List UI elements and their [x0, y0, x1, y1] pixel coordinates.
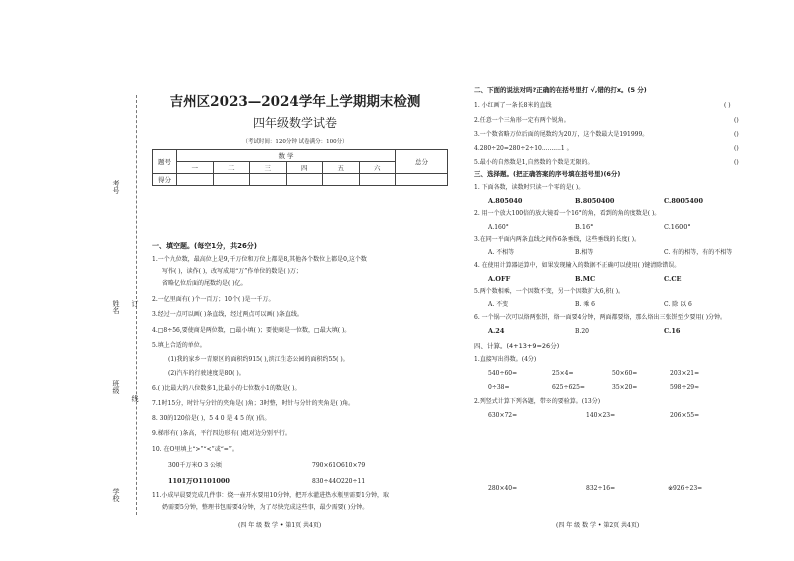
calc-1-item: 203×21= [670, 370, 700, 377]
section-1-heading: 一、填空题。(每空1分，共26分) [152, 242, 258, 250]
choice-4-b[interactable]: B.MC [575, 275, 596, 283]
calc-2-item: 832÷16= [586, 485, 616, 492]
calc-1-item: 540÷60= [488, 370, 518, 377]
page-footer-right: (四 年 级 数 学 • 第2页 共4页) [556, 522, 640, 529]
calc-2-item: ※926÷23= [668, 485, 703, 492]
q5-part1: (1)我的家乡一青原区的面积约915( ),滨江生态公园的面积约55( )。 [168, 356, 349, 363]
label-ding: 订 [131, 300, 139, 307]
score-table-zongfen: 总分 [396, 150, 448, 174]
score-table-tihao: 题号 [153, 150, 177, 174]
judge-1-mark[interactable]: ( ) [724, 102, 731, 109]
label-xian: 线 [131, 395, 139, 402]
label-xuexiao: 学校 [112, 488, 120, 502]
q11-line2: 奶需要5分钟，整理书包需要4分钟，为了尽快完成这些事，最少需要( )分钟。 [162, 504, 369, 511]
calc-1-item: 598÷29≈ [670, 384, 700, 391]
choice-4-a[interactable]: A.OFF [488, 275, 511, 283]
score-col: 二 [213, 162, 250, 174]
score-cell-total[interactable] [396, 174, 448, 186]
choice-2: 2. 用一个放大100倍的放大镜看一个16°的角，看到的角的度数是( )。 [474, 210, 661, 217]
q9: 9.梯形有( )条高，平行四边形有( )组对边分别平行。 [152, 430, 291, 437]
exam-meta: （考试时间：120分钟 试卷满分：100分） [242, 139, 348, 145]
judge-3: 3.一个数省略万位后面的尾数约为20万，这个数最大是191999。 [474, 131, 649, 138]
judge-1: 1. 小红画了一条长8米的直线 [474, 102, 552, 109]
calc-2-heading: 2.列竖式计算下列各题，带※的要验算。(13分) [474, 398, 601, 405]
score-cell[interactable] [213, 174, 250, 186]
judge-2-mark[interactable]: () [734, 117, 739, 124]
choice-5: 5.两个数相乘，一个因数不变，另一个因数扩大6,积( )。 [474, 288, 625, 295]
score-col: 三 [250, 162, 287, 174]
q4: 4.□8÷56,要使商是两位数，□最小填( )；要使商是一位数，□最大填( )。 [152, 327, 351, 334]
judge-4: 4.280÷20=280÷2÷10..........1 。 [474, 145, 573, 152]
score-col: 四 [286, 162, 323, 174]
judge-2: 2.任意一个三角形一定有两个锐角。 [474, 117, 570, 124]
score-table [152, 149, 448, 186]
choice-2-c[interactable]: C.1600° [664, 223, 691, 231]
calc-2-item: 140×23= [586, 412, 616, 419]
q2: 2.一亿里面有( )个一百万；10个( )是一千万。 [152, 296, 275, 303]
judge-3-mark[interactable]: () [734, 131, 739, 138]
exam-subtitle: 四年级数学试卷 [252, 116, 337, 130]
calc-1-item: 50×60= [612, 370, 638, 377]
choice-6-a[interactable]: A.24 [488, 327, 505, 335]
q11-line1: 11.小成早晨要完成几件事：烧一壶开水要用10分钟，把开水灌进热水瓶里需要1分钟，取 [152, 492, 389, 499]
choice-3: 3.在同一平面内两条直线之间作6条垂线，这些垂线的长度( )。 [474, 236, 641, 243]
q8: 8. 30的120倍是( )，5 4 0 是 4 5 的( )倍。 [152, 415, 271, 422]
section-4-heading: 四、计算。(4+13+9=26分) [474, 342, 560, 350]
choice-1-b[interactable]: B.8050400 [575, 197, 615, 205]
q10-c: 1101万O1101000 [168, 477, 230, 485]
calc-1-item: 625÷625= [552, 384, 585, 391]
choice-2-b[interactable]: B.16° [575, 223, 594, 231]
section-2-heading: 二、下面的说法对吗?正确的在括号里打 √,错的打x。(5 分) [474, 86, 647, 94]
choice-3-b[interactable]: B.相等 [575, 249, 594, 256]
section-3-heading: 三、选择题。(把正确答案的序号填在括号里)(6分) [474, 170, 621, 178]
calc-1-item: 35×20= [612, 384, 638, 391]
q5-part2: (2)汽车的行驶速度是80( )。 [168, 370, 245, 377]
choice-6-c[interactable]: C.16 [664, 327, 681, 335]
exam-title: 吉州区2023—2024学年上学期期末检测 [169, 94, 421, 110]
q10-d: 830÷44O220÷11 [312, 478, 366, 485]
choice-3-a[interactable]: A. 不相等 [488, 249, 515, 256]
score-table-defen: 得分 [153, 174, 177, 186]
score-cell[interactable] [177, 174, 214, 186]
score-cell[interactable] [359, 174, 396, 186]
judge-5-mark[interactable]: () [734, 159, 739, 166]
score-cell[interactable] [250, 174, 287, 186]
judge-4-mark[interactable]: () [734, 145, 739, 152]
q5: 5.填上合适的单位。 [152, 342, 206, 349]
choice-3-c[interactable]: C. 有的相等，有的不相等 [664, 249, 733, 256]
score-cell[interactable] [286, 174, 323, 186]
calc-1-heading: 1.直接写出得数。(4分) [474, 356, 537, 363]
q1-line2: 写作( )，读作( )，改写成用“万”作单位的数是( )万； [162, 268, 302, 275]
judge-5: 5.最小的自然数是1,自然数的个数是无限的。 [474, 159, 594, 166]
score-table-shuxue: 数 学 [177, 150, 396, 162]
calc-2-item: 206×55= [670, 412, 700, 419]
q6: 6.( )比最大的八位数多1,比最小的七位数小1的数是( )。 [152, 385, 301, 392]
q1-line1: 1.一个九位数，最高位上是9,千万位和万位上都是8,其他各个数位上都是0,这个数 [152, 256, 367, 263]
score-col: 六 [359, 162, 396, 174]
q10-a: 300千万米O 3 公顷 [168, 462, 223, 469]
q10: 10. 在O里填上“>”“<”或“=”。 [152, 446, 238, 453]
q1-line3: 省略亿位后面的尾数约是( )亿。 [162, 280, 247, 287]
choice-6-b[interactable]: B.20 [575, 328, 589, 335]
label-banji: 班级 [112, 380, 120, 394]
choice-4: 4. 在使用计算器运算中，如果发现输入的数据不正确可以使用( )键清除错误。 [474, 262, 681, 269]
calc-2-item: 630×72= [488, 412, 518, 419]
calc-1-item: 25×4= [552, 370, 574, 377]
q7: 7.1时15分，时针与分针的夹角是( )角；3时整，时针与分针的夹角是( )角。 [152, 400, 355, 407]
page-footer-left: (四 年 级 数 学 • 第1页 共4页) [238, 522, 322, 529]
q10-b: 790×61O610×79 [312, 462, 366, 469]
label-xingming: 姓名 [112, 300, 120, 314]
calc-2-item: 280×40= [488, 485, 518, 492]
choice-6: 6. 一个锅一次可以烙两张饼，烙一面要4分钟，两面都要烙，那么烙出三张饼至少要用( )分钟。 [474, 314, 727, 321]
calc-1-item: 0÷38= [488, 384, 510, 391]
choice-4-c[interactable]: C.CE [664, 275, 682, 283]
label-kaohao: 考号 [112, 180, 120, 194]
choice-1: 1. 下面各数，读数时只读一个零的是( )。 [474, 184, 585, 191]
choice-1-a[interactable]: A.805040 [488, 197, 523, 205]
score-col: 五 [323, 162, 360, 174]
choice-2-a[interactable]: A.160° [488, 224, 509, 231]
choice-5-b[interactable]: B. 乘 6 [575, 301, 595, 308]
q3: 3.经过一点可以画( )条直线，经过两点可以画( )条直线。 [152, 311, 303, 318]
score-col: 一 [177, 162, 214, 174]
choice-1-c[interactable]: C.8005400 [664, 197, 703, 205]
choice-5-a[interactable]: A. 不变 [488, 301, 509, 308]
score-cell[interactable] [323, 174, 360, 186]
choice-5-c[interactable]: C. 除 以 6 [664, 301, 692, 308]
